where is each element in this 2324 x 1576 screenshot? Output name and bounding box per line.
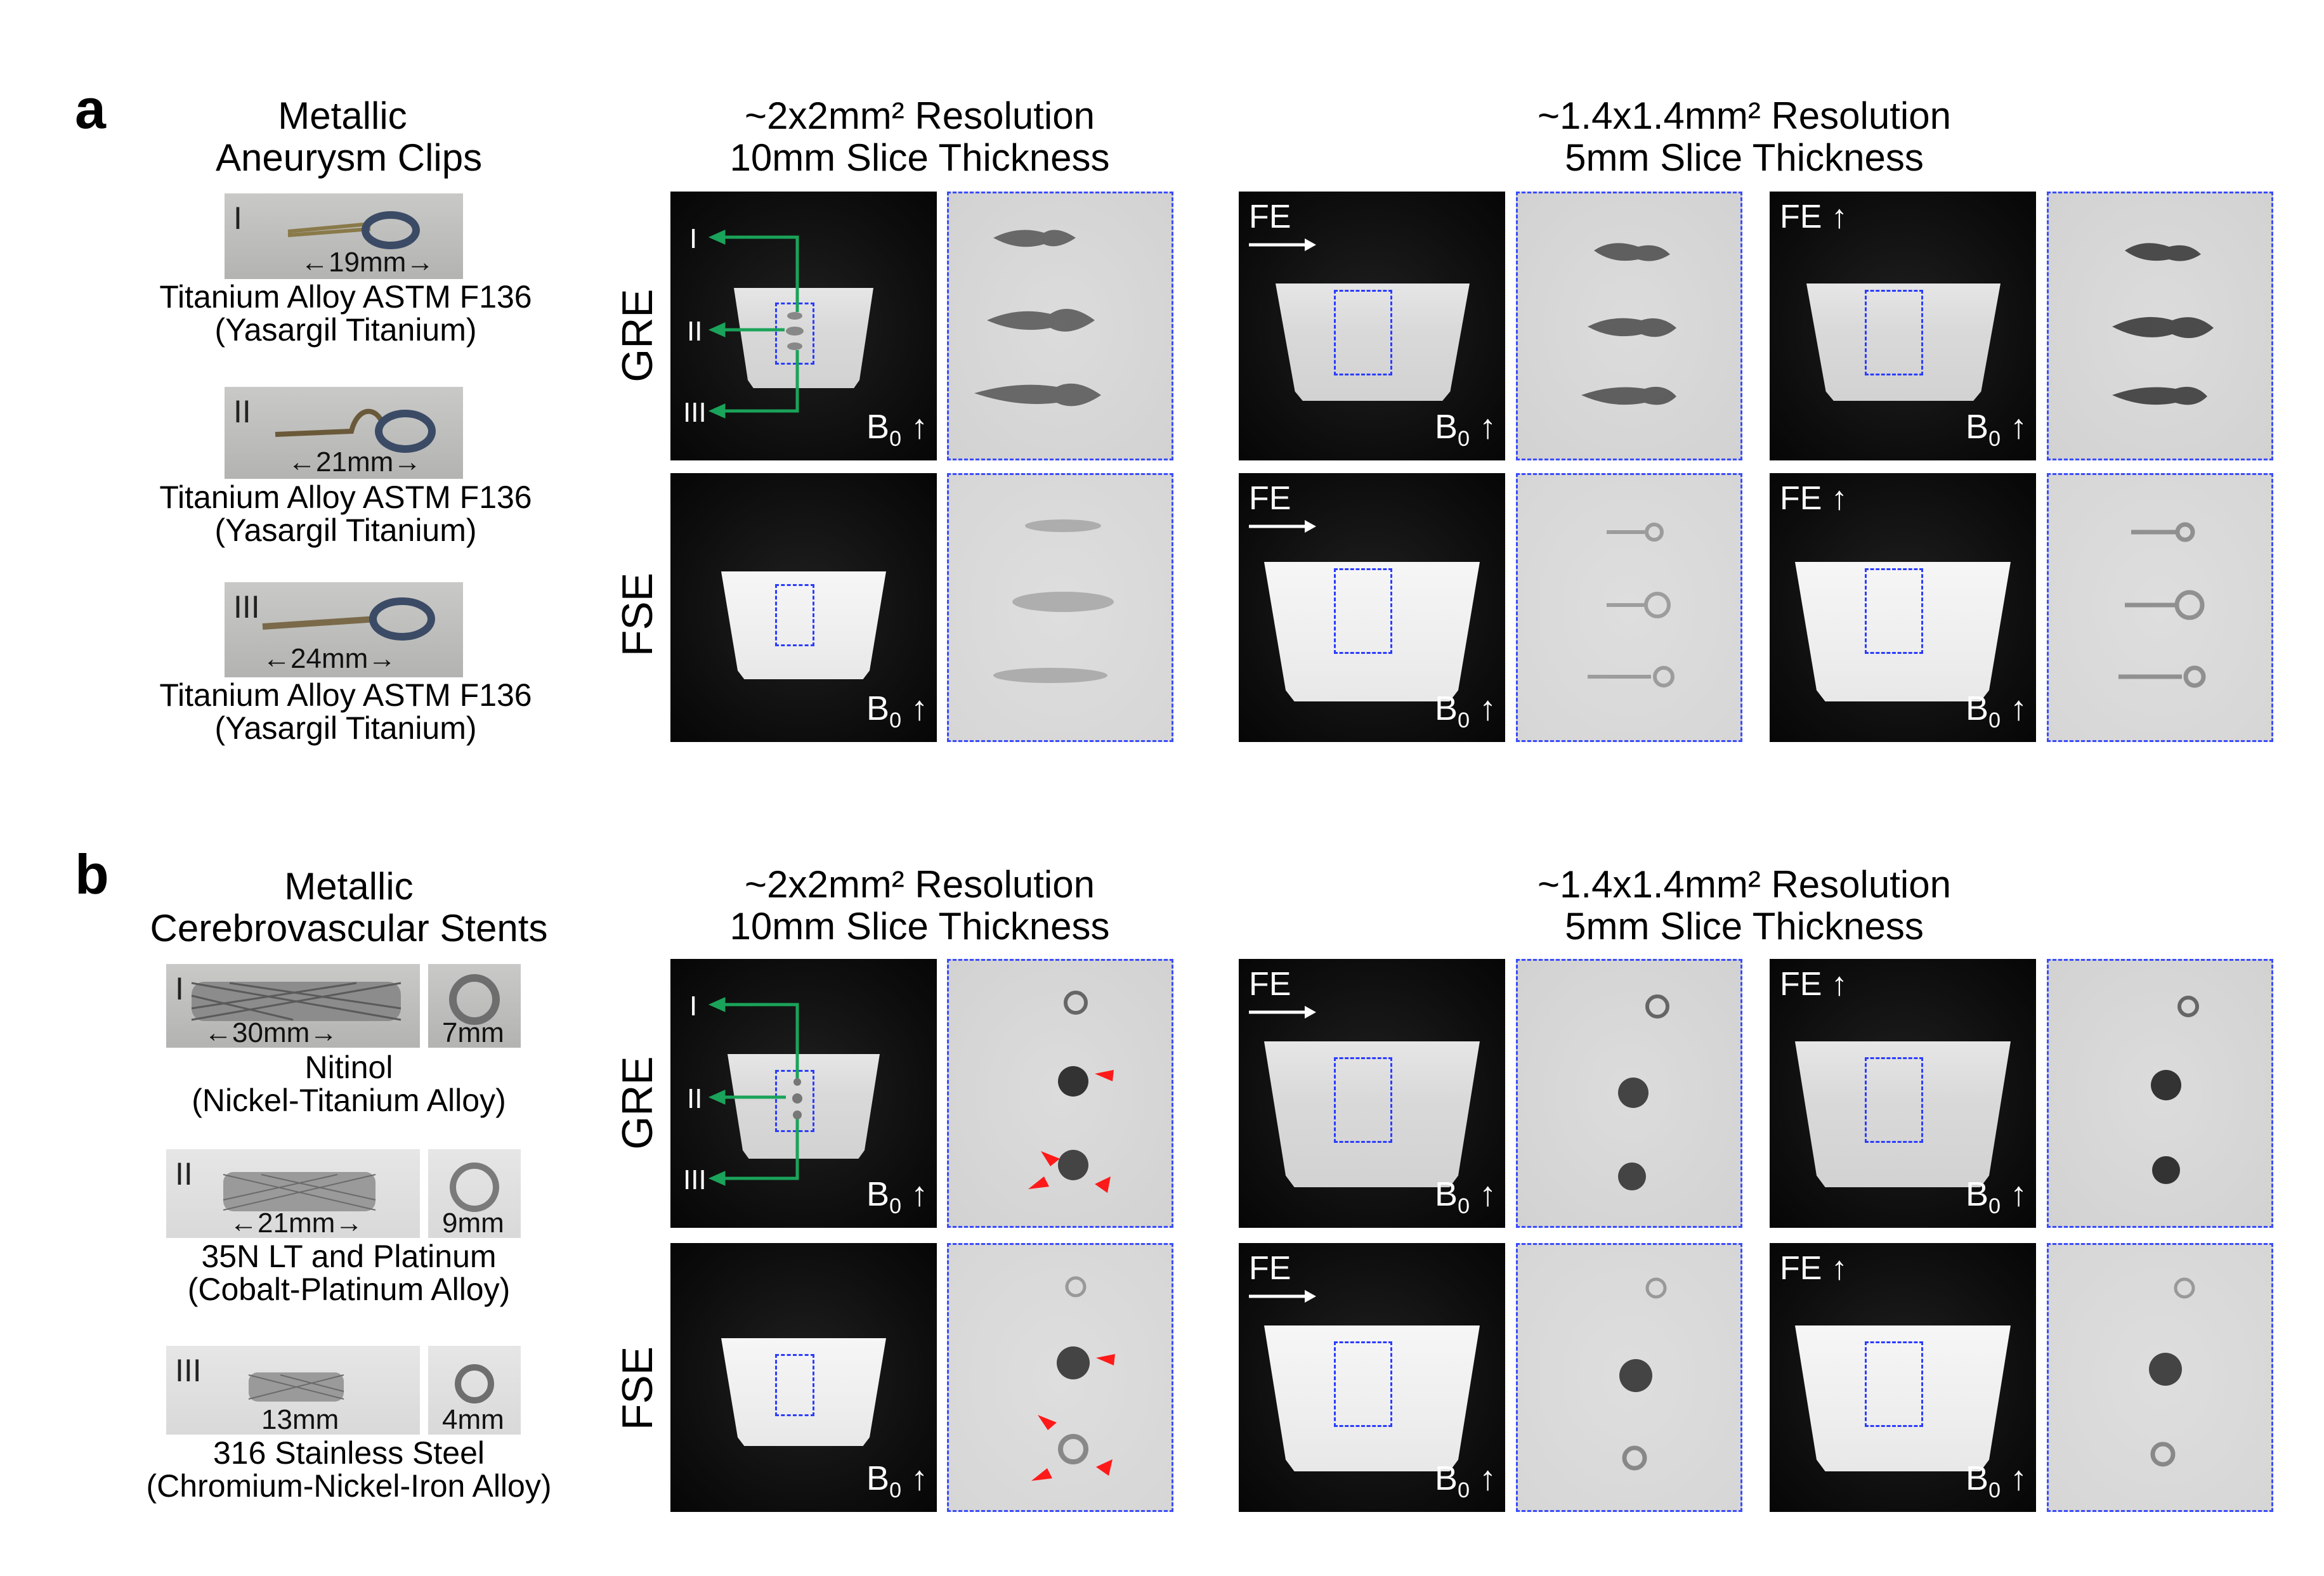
- a-group2-title-line1: ~1.4x1.4mm² Resolution: [1537, 94, 1951, 137]
- a-fse-fe-v-zoom-clips: [2049, 475, 2273, 742]
- stent-alloy-2: (Cobalt-Platinum Alloy): [187, 1272, 511, 1307]
- b-group2-title-line2: 5mm Slice Thickness: [1565, 905, 1924, 948]
- a-fse-fe-vertical-zoom: [2047, 473, 2273, 742]
- clip-caption-2: [140, 481, 552, 547]
- a-fse-fe-vertical-image: [1770, 473, 2036, 742]
- b-gre-fe-vertical-zoom: [2047, 959, 2273, 1228]
- b-gre-group1-image: [670, 959, 937, 1228]
- stent-photo-1: [166, 964, 420, 1048]
- stent-size-1: ←30mm→: [204, 1017, 338, 1048]
- a-b0-label-3: $B_0$ ↑: [1966, 408, 2027, 451]
- a-gre-zoom-clips: [949, 193, 1173, 460]
- b-b0-label-2: $B_0$ ↑: [1435, 1175, 1496, 1218]
- clip-size-1: ←19mm→: [301, 247, 434, 278]
- b-group1-title-line2: 10mm Slice Thickness: [729, 905, 1110, 948]
- a-b0-label-5: $B_0$ ↑: [1435, 689, 1496, 733]
- b-arrow-label-2: II: [687, 1083, 703, 1114]
- a-row-label-gre: GRE: [613, 289, 662, 382]
- clip-material-3: Titanium Alloy ASTM F136: [159, 677, 532, 713]
- a-group1-title-line1: ~2x2mm² Resolution: [745, 94, 1095, 137]
- b-group2-title: [1459, 864, 2030, 948]
- b-arrow-label-1: I: [689, 991, 698, 1022]
- stent-end-photo-2: [428, 1149, 521, 1238]
- a-fe-label-2: FE ↑: [1780, 199, 1848, 235]
- a-group2-title: [1459, 95, 2030, 179]
- clip-photo-3: [225, 582, 463, 677]
- stent-alloy-1: (Nickel-Titanium Alloy): [192, 1083, 506, 1118]
- a-fse-fe-h-zoom-clips: [1518, 475, 1742, 742]
- b-arrow-label-3: III: [683, 1164, 707, 1195]
- a-fse-zoom-clips: [949, 475, 1173, 742]
- a-b0-label-6: $B_0$ ↑: [1966, 689, 2027, 733]
- a-gre-fe-h-zoom-clips: [1518, 193, 1742, 460]
- stent-photo-2: [166, 1149, 420, 1238]
- b-fse-group1-zoom: [947, 1243, 1173, 1512]
- b-fse-fe-v-zoom-stents: [2049, 1245, 2273, 1512]
- stent-end-size-3: 4mm: [442, 1404, 504, 1435]
- clips-title-line2: Aneurysm Clips: [216, 136, 483, 179]
- b-fse-fe-vertical-image: [1770, 1243, 2036, 1512]
- b-group1-title-line1: ~2x2mm² Resolution: [745, 863, 1095, 906]
- a-group2-title-line2: 5mm Slice Thickness: [1565, 136, 1924, 179]
- b-b0-label-1: $B_0$ ↑: [866, 1175, 928, 1218]
- fe-horizontal-arrow-icon: [1246, 1284, 1322, 1309]
- b-fse-fe-horizontal-image: [1239, 1243, 1505, 1512]
- stent-material-2: 35N LT and Platinum: [201, 1239, 497, 1274]
- a-b0-label-4: $B_0$ ↑: [866, 689, 928, 733]
- clips-title: [216, 94, 483, 179]
- b-gre-fe-h-zoom-stents: [1518, 961, 1742, 1228]
- stent-caption-2: [127, 1240, 571, 1306]
- stents-title: [114, 866, 584, 949]
- clip-model-3: (Yasargil Titanium): [214, 710, 477, 746]
- stent-roman-1: I: [175, 971, 184, 1006]
- a-b0-label-1: $B_0$ ↑: [866, 408, 928, 451]
- stent-alloy-3: (Chromium-Nickel-Iron Alloy): [146, 1468, 552, 1504]
- stent-size-2: ←21mm→: [230, 1208, 363, 1238]
- b-b0-label-5: $B_0$ ↑: [1435, 1459, 1496, 1502]
- a-arrow-label-1: I: [689, 223, 698, 254]
- clip-material-1: Titanium Alloy ASTM F136: [159, 279, 532, 315]
- stent-caption-3: [101, 1436, 596, 1502]
- fe-horizontal-arrow-icon: [1246, 232, 1322, 257]
- a-fe-label-3: FE: [1249, 480, 1291, 517]
- a-gre-fe-vertical-zoom: [2047, 192, 2273, 460]
- clip-size-3: ←24mm→: [263, 643, 396, 674]
- clip-caption-1: [140, 280, 552, 346]
- stent-caption-1: [127, 1051, 571, 1117]
- stent-material-1: Nitinol: [304, 1050, 393, 1085]
- b-fse-fe-vertical-zoom: [2047, 1243, 2273, 1512]
- b0-sub: 0: [889, 427, 901, 451]
- clip-size-2: ←21mm→: [288, 446, 422, 478]
- a-fe-label-4: FE ↑: [1780, 480, 1848, 517]
- clip-caption-3: [140, 679, 552, 745]
- a-group1-title: [660, 95, 1180, 179]
- b-fe-label-1: FE: [1249, 966, 1291, 1003]
- b-b0-label-6: $B_0$ ↑: [1966, 1459, 2027, 1502]
- a-fse-group1-zoom: [947, 473, 1173, 742]
- clip-material-2: Titanium Alloy ASTM F136: [159, 479, 532, 515]
- b-b0-label-4: $B_0$ ↑: [866, 1459, 928, 1502]
- a-fse-fe-horizontal-zoom: [1516, 473, 1742, 742]
- b-fse-zoom-stents: [949, 1245, 1173, 1512]
- b-gre-group1-zoom: [947, 959, 1173, 1228]
- clip-roman-2: II: [233, 394, 251, 429]
- b-fe-label-2: FE ↑: [1780, 966, 1848, 1003]
- clip-roman-3: III: [233, 589, 260, 625]
- panel-a-letter: a: [75, 77, 106, 140]
- clips-title-line1: Metallic: [278, 94, 407, 137]
- stents-title-line1: Metallic: [284, 865, 414, 908]
- stent-photo-3: [166, 1346, 420, 1435]
- clip-roman-1: I: [233, 200, 242, 236]
- b-fe-label-3: FE: [1249, 1250, 1291, 1287]
- stent-end-photo-3: [428, 1346, 521, 1435]
- b-gre-fe-vertical-image: [1770, 959, 2036, 1228]
- a-row-label-fse: FSE: [613, 572, 662, 657]
- b-group1-title: [660, 864, 1180, 948]
- b-gre-zoom-stents: [949, 961, 1173, 1228]
- clip-model-1: (Yasargil Titanium): [214, 312, 477, 348]
- a-fe-label-1: FE: [1249, 199, 1291, 235]
- b0-text: B: [866, 408, 890, 446]
- clip-model-2: (Yasargil Titanium): [214, 512, 477, 548]
- stents-title-line2: Cerebrovascular Stents: [150, 907, 548, 949]
- a-gre-fe-horizontal-image: [1239, 192, 1505, 460]
- b-gre-fe-v-zoom-stents: [2049, 961, 2273, 1228]
- stent-material-3: 316 Stainless Steel: [212, 1435, 485, 1471]
- b-row-label-fse: FSE: [613, 1346, 662, 1431]
- clip-photo-1: [225, 193, 463, 279]
- fe-horizontal-arrow-icon: [1246, 1000, 1322, 1025]
- b-gre-fe-horizontal-image: [1239, 959, 1505, 1228]
- b-fse-group1-image: [670, 1243, 937, 1512]
- stent-end-size-2: 9mm: [442, 1208, 504, 1238]
- a-group1-title-line2: 10mm Slice Thickness: [729, 136, 1110, 179]
- a-gre-fe-v-zoom-clips: [2049, 193, 2273, 460]
- stent-roman-2: II: [175, 1156, 193, 1192]
- b-row-label-gre: GRE: [613, 1056, 662, 1150]
- a-gre-group1-zoom: [947, 192, 1173, 460]
- a-b0-label-2: $B_0$ ↑: [1435, 408, 1496, 451]
- stent-size-3: 13mm: [261, 1404, 339, 1435]
- a-gre-fe-vertical-image: [1770, 192, 2036, 460]
- a-gre-fe-horizontal-zoom: [1516, 192, 1742, 460]
- a-fse-fe-horizontal-image: [1239, 473, 1505, 742]
- b-b0-label-3: $B_0$ ↑: [1966, 1175, 2027, 1218]
- stent-end-photo-1: [428, 964, 521, 1048]
- a-gre-group1-image: [670, 192, 937, 460]
- a-fse-group1-image: [670, 473, 937, 742]
- b-group2-title-line1: ~1.4x1.4mm² Resolution: [1537, 863, 1951, 906]
- panel-b-letter: b: [75, 843, 109, 906]
- b-fse-fe-horizontal-zoom: [1516, 1243, 1742, 1512]
- a-arrow-label-2: II: [687, 316, 703, 347]
- clip-photo-2: [225, 387, 463, 479]
- b-fe-label-4: FE ↑: [1780, 1250, 1848, 1287]
- b-gre-fe-horizontal-zoom: [1516, 959, 1742, 1228]
- fe-horizontal-arrow-icon: [1246, 514, 1322, 539]
- b-fse-fe-h-zoom-stents: [1518, 1245, 1742, 1512]
- stent-roman-3: III: [175, 1353, 202, 1388]
- a-arrow-label-3: III: [683, 397, 707, 428]
- stent-end-size-1: 7mm: [442, 1017, 504, 1048]
